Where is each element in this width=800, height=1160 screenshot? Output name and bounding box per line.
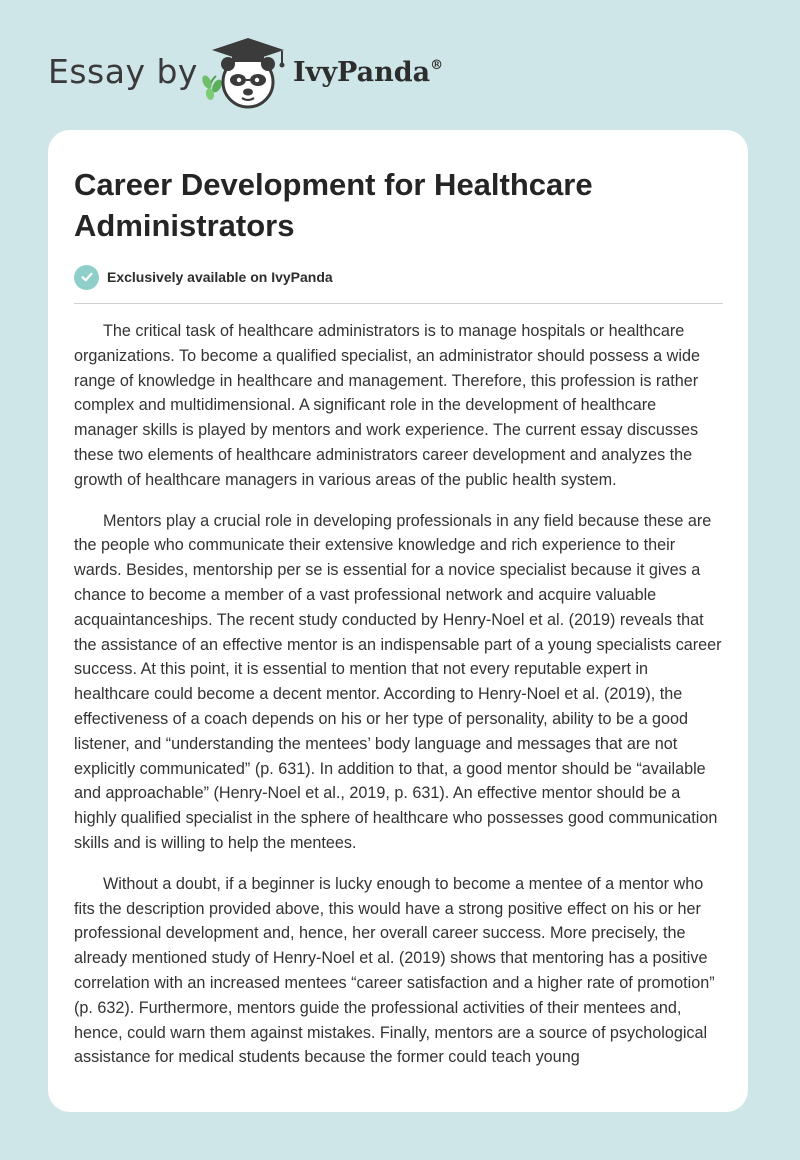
- essay-card: [48, 130, 748, 1112]
- exclusive-badge: [74, 264, 333, 290]
- brand-name[interactable]: [293, 57, 443, 88]
- registered-mark: ®: [430, 58, 444, 73]
- page-title: Career Development for Healthcare Administrators: [74, 167, 593, 243]
- brand-prefix: Essay by: [48, 52, 198, 91]
- paragraph: Without a doubt, if a beginner is lucky enough to become a mentee of a mentor who fits the description provided above, this would have a strong positive effect on his or her professional development and, hence, her overall career success. More precisely, the already mentioned study of Henry-Noel et al. (2019) shows that mentoring has a positive correlation with an increased mentees “career satisfaction and a higher rate of promotion” (p. 632). Furthermore, mentors guide the professional activities of their mentees and, hence, could warn them against mistakes. Finally, mentors are a source of psychological assistance for medical students because the former could teach young: [74, 874, 715, 1067]
- brand-name-text: IvyPanda: [293, 57, 431, 88]
- divider: [74, 303, 723, 304]
- paragraph: Mentors play a crucial role in developing professionals in any field because these are the people who communicate their extensive knowledge and rich experience to their wards. Besides, mentorship per se is essential for a novice specialist because it gives a chance to become a member of a vast professional network and acquire valuable acquaintanceships. The recent study conducted by Henry-Noel et al. (2019) reveals that the assistance of an effective mentor is an indispensable part of a young specialists career success. At this point, it is essential to mention that not every reputable expert in healthcare could become a decent mentor. According to Henry-Noel et al. (2019), the effectiveness of a coach depends on his or her type of personality, ability to be a good listener, and “understanding the mentees’ body language and messages that are not explicitly communicated” (p. 631). In addition to that, a good mentor should be “available and approachable” (Henry-Noel et al., 2019, p. 631). An effective mentor should be a highly qualified specialist in the sphere of healthcare who possesses good communication skills and is willing to help the mentees.: [74, 511, 722, 852]
- paragraph: The critical task of healthcare administrators is to manage hospitals or healthcare organizations. To become a qualified specialist, an administrator should possess a wide range of knowledge in healthcare and management. Therefore, this profession is rather complex and multidimensional. A significant role in the development of healthcare manager skills is played by mentors and work experience. The current essay discusses these two elements of healthcare administrators career development and analyzes the growth of healthcare managers in various areas of the public health system.: [74, 322, 700, 489]
- panda-graduate-icon[interactable]: [198, 34, 294, 110]
- essay-body: [74, 319, 724, 1086]
- exclusive-badge-text: Exclusively available on IvyPanda: [107, 269, 333, 285]
- site-header: [0, 0, 800, 130]
- leaf-icon: [200, 74, 224, 101]
- check-circle-icon: [74, 265, 99, 290]
